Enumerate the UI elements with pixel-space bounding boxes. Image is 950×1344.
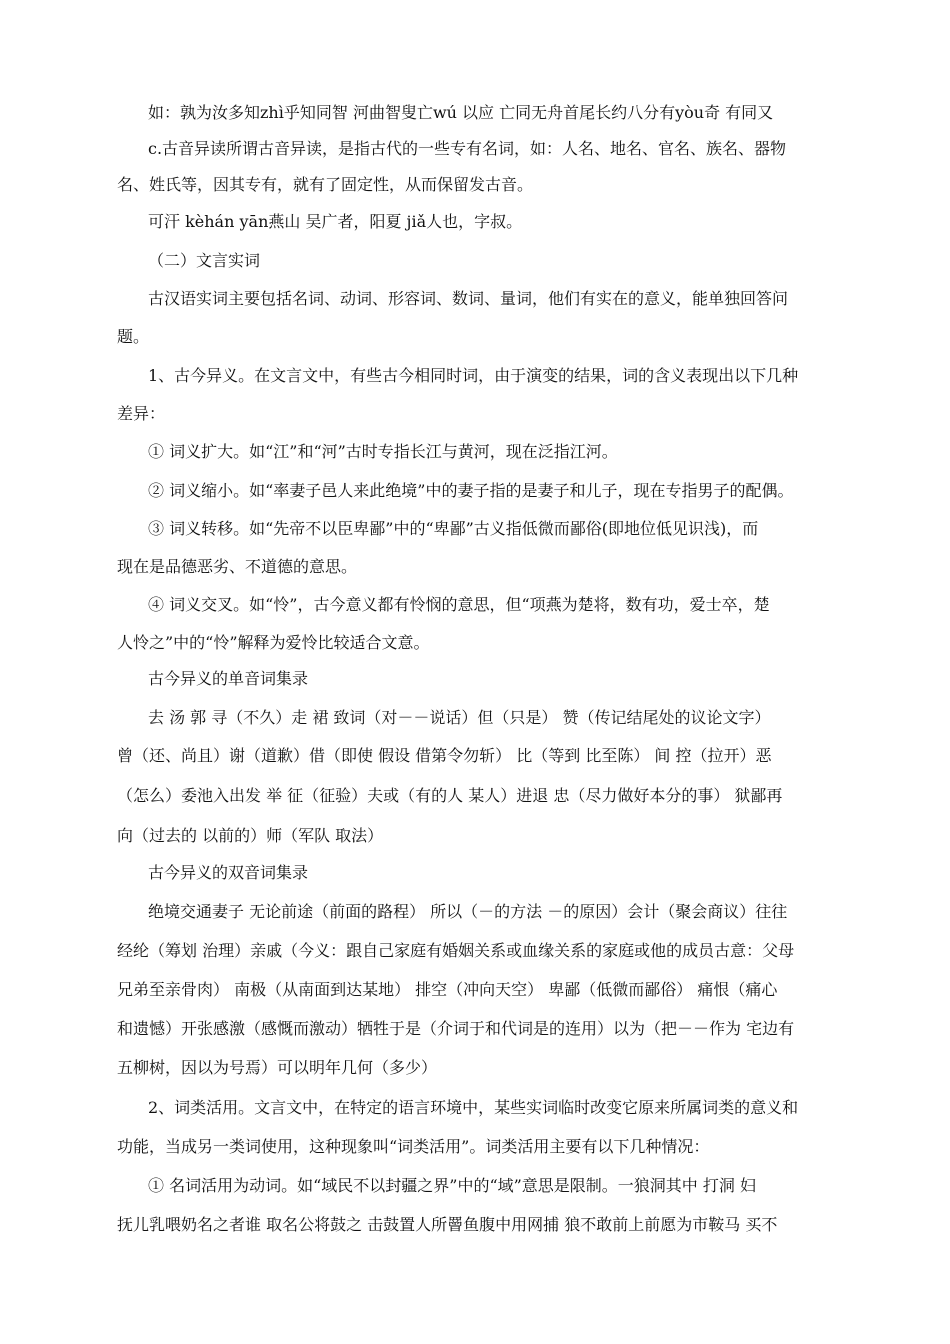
text-line: 人怜之”中的“怜”解释为爱怜比较适合文意。 [117, 633, 430, 652]
text-line: ① 词义扩大。如“江”和“河”古时专指长江与黄河，现在泛指江河。 [148, 442, 618, 461]
text-line: 名、姓氏等，因其专有，就有了固定性，从而保留发古音。 [117, 175, 534, 194]
text-line: 和遗憾）开张感激（感慨而激动）牺牲于是（介词于和代词是的连用）以为（把－－作为 宅边有 [117, 1019, 795, 1038]
text-line: 题。 [117, 327, 150, 346]
text-line: 经纶（筹划 治理）亲戚（今义：跟自己家庭有婚姻关系或血缘关系的家庭或他的成员古意：父母 [117, 941, 795, 960]
section-heading: 古今异义的单音词集录 [148, 669, 309, 688]
section-heading: （二）文言实词 [148, 251, 261, 270]
text-line: 可汗 kèhán yān燕山 吴广者，阳夏 jiǎ人也，字叔。 [148, 212, 523, 231]
text-line: ① 名词活用为动词。如“域民不以封疆之界”中的“域”意思是限制。一狼洞其中 打洞 妇 [148, 1176, 756, 1195]
text-line: 曾（还、尚且）谢（道歉）借（即使 假设 借第令勿斩） 比（等到 比至陈） 间 控（拉开）恶 [117, 746, 772, 765]
text-line: 古汉语实词主要包括名词、动词、形容词、数词、量词，他们有实在的意义，能单独回答问 [148, 289, 789, 308]
text-line: 抚儿乳喂奶名之者谁 取名公将鼓之 击鼓置人所罾鱼腹中用网捕 狼不敢前上前愿为市鞍马 买不 [117, 1215, 778, 1234]
text-line: c.古音异读所谓古音异读，是指古代的一些专有名词，如：人名、地名、官名、族名、器物 [148, 139, 787, 158]
text-line: 功能，当成另一类词使用，这种现象叫“词类活用”。词类活用主要有以下几种情况： [117, 1137, 710, 1156]
text-line: 差异： [117, 404, 166, 423]
text-line: 五柳树，因以为号焉）可以明年几何（多少） [117, 1058, 438, 1077]
text-line: 向（过去的 以前的）师（军队 取法） [117, 826, 384, 845]
text-line: 现在是品德恶劣、不道德的意思。 [117, 557, 358, 576]
text-line: 如：孰为汝多知zhì乎知同智 河曲智叟亡wú 以应 亡同无舟首尾长约八分有yòu奇 有同又 [148, 103, 774, 122]
text-line: 1、古今异义。在文言文中，有些古今相同时词，由于演变的结果，词的含义表现出以下几种 [148, 366, 799, 385]
text-line: 绝境交通妻子 无论前途（前面的路程） 所以（－的方法 －的原因）会计（聚会商议）往往 [148, 902, 788, 921]
text-line: ② 词义缩小。如“率妻子邑人来此绝境”中的妻子指的是妻子和儿子，现在专指男子的配偶。 [148, 481, 794, 500]
text-line: 去 汤 郭 寻（不久）走 裙 致词（对－－说话）但（只是） 赞（传记结尾处的议论文字） [148, 708, 771, 727]
text-line: （怎么）委池入出发 举 征（征验）夫或（有的人 某人）进退 忠（尽力做好本分的事） 狱鄙再 [117, 786, 783, 805]
text-line: 兄弟至亲骨肉） 南极（从南面到达某地） 排空（冲向天空） 卑鄙（低微而鄙俗） 痛恨（痛心 [117, 980, 778, 999]
text-line: ③ 词义转移。如“先帝不以臣卑鄙”中的“卑鄙”古义指低微而鄙俗(即地位低见识浅)，而 [148, 519, 759, 538]
section-heading: 古今异义的双音词集录 [148, 863, 309, 882]
text-line: 2、词类活用。文言文中，在特定的语言环境中，某些实词临时改变它原来所属词类的意义和 [148, 1098, 799, 1117]
text-line: ④ 词义交叉。如“怜”，古今意义都有怜悯的意思，但“项燕为楚将，数有功，爱士卒，楚 [148, 595, 770, 614]
